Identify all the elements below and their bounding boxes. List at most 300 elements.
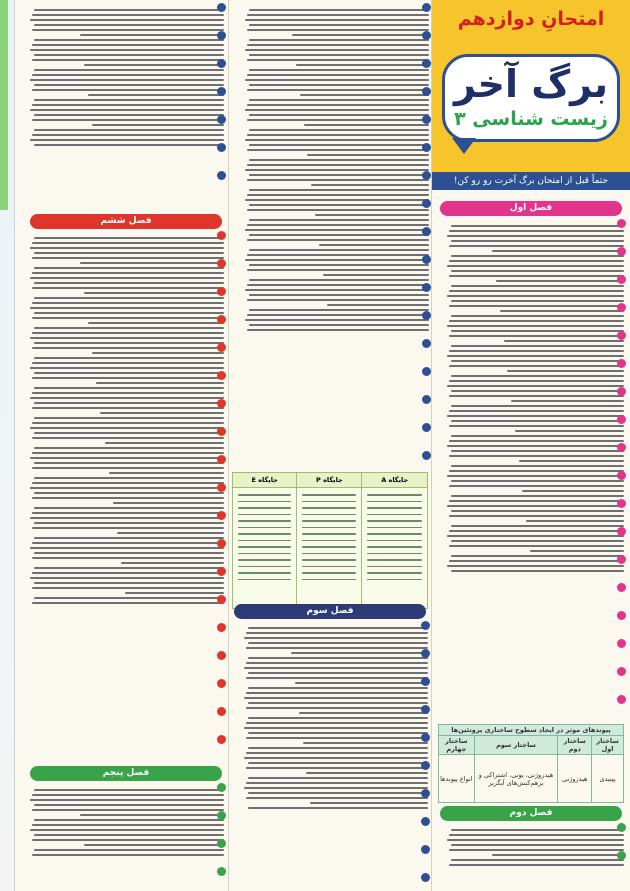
- text-line: [449, 260, 624, 262]
- text-line: [32, 89, 224, 91]
- text-line: [247, 44, 429, 46]
- bullet-number: [217, 567, 226, 576]
- text-line: [247, 29, 429, 31]
- text-line: [245, 319, 429, 321]
- text-line: [34, 447, 224, 449]
- text-line: [496, 280, 624, 282]
- text-line: [34, 54, 224, 56]
- table-header: جایگاه A: [362, 473, 428, 488]
- text-line: [449, 245, 624, 247]
- text-line: [30, 547, 224, 549]
- bullet-number: [617, 415, 626, 424]
- text-line: [302, 579, 356, 581]
- bullet-number: [421, 677, 430, 686]
- text-line: [249, 174, 429, 176]
- text-line: [32, 317, 224, 319]
- text-line: [247, 254, 429, 256]
- text-line: [311, 184, 429, 186]
- bullet-number: [422, 227, 431, 236]
- bullet-number: [617, 527, 626, 536]
- bullet-number: [422, 451, 431, 460]
- text-line: [249, 294, 429, 296]
- text-line: [451, 315, 624, 317]
- bullet-number: [421, 761, 430, 770]
- middle-text-top: [233, 6, 429, 462]
- section-1-text: [436, 222, 624, 712]
- bullet-number: [217, 87, 226, 96]
- text-line: [34, 804, 224, 806]
- text-line: [30, 457, 224, 459]
- text-line: [238, 520, 291, 522]
- bullet-number: [422, 255, 431, 264]
- text-line: [32, 452, 224, 454]
- table-header: ساختار اول: [592, 736, 624, 755]
- text-line: [248, 807, 428, 809]
- text-line: [367, 546, 422, 548]
- bullet-number: [422, 311, 431, 320]
- bullet-number: [422, 199, 431, 208]
- text-line: [323, 274, 429, 276]
- text-line: [449, 470, 624, 472]
- text-line: [302, 566, 356, 568]
- bullet-number: [217, 511, 226, 520]
- section-5-header: فصل پنجم: [30, 766, 222, 781]
- bullet-number: [421, 817, 430, 826]
- text-line: [249, 69, 429, 71]
- text-line: [451, 360, 624, 362]
- bullet-number: [422, 283, 431, 292]
- text-line: [449, 275, 624, 277]
- bullet-number: [217, 455, 226, 464]
- text-line: [238, 553, 291, 555]
- text-line: [30, 367, 224, 369]
- text-line: [449, 230, 624, 232]
- text-line: [447, 325, 624, 327]
- text-line: [302, 540, 356, 542]
- text-line: [244, 637, 428, 639]
- text-line: [247, 89, 429, 91]
- text-line: [447, 415, 624, 417]
- ribosome-sites-table: [232, 472, 428, 609]
- text-line: [246, 752, 428, 754]
- text-line: [34, 567, 224, 569]
- text-line: [302, 494, 356, 496]
- text-line: [245, 139, 429, 141]
- text-line: [247, 74, 429, 76]
- text-line: [34, 849, 224, 851]
- text-line: [245, 109, 429, 111]
- text-line: [34, 39, 224, 41]
- text-line: [32, 119, 224, 121]
- text-line: [34, 417, 224, 419]
- text-line: [246, 662, 428, 664]
- text-line: [30, 487, 224, 489]
- text-line: [32, 824, 224, 826]
- bullet-number: [217, 811, 226, 820]
- table-cell: پپتیدی: [592, 755, 624, 803]
- text-line: [249, 84, 429, 86]
- text-line: [245, 19, 429, 21]
- text-line: [449, 500, 624, 502]
- text-line: [34, 237, 224, 239]
- text-line: [238, 540, 291, 542]
- text-line: [244, 757, 428, 759]
- text-line: [34, 537, 224, 539]
- text-line: [34, 819, 224, 821]
- text-line: [32, 407, 224, 409]
- text-line: [246, 647, 428, 649]
- text-line: [248, 657, 428, 659]
- table-cell: انواع پیوندها: [439, 755, 475, 803]
- text-line: [449, 485, 624, 487]
- bullet-number: [617, 555, 626, 564]
- text-line: [451, 225, 624, 227]
- section-5-text: [18, 786, 224, 888]
- text-line: [367, 533, 422, 535]
- text-line: [526, 520, 624, 522]
- bullet-number: [217, 867, 226, 876]
- text-line: [32, 527, 224, 529]
- text-line: [515, 430, 624, 432]
- text-line: [449, 545, 624, 547]
- bullet-number: [617, 611, 626, 620]
- bullet-number: [217, 143, 226, 152]
- text-line: [238, 566, 291, 568]
- text-line: [30, 139, 224, 141]
- text-line: [249, 324, 429, 326]
- text-line: [84, 844, 224, 846]
- text-line: [249, 24, 429, 26]
- text-line: [34, 252, 224, 254]
- text-line: [449, 834, 624, 836]
- text-line: [451, 240, 624, 242]
- left-text-top: [18, 6, 224, 206]
- text-line: [367, 572, 422, 574]
- text-line: [34, 144, 224, 146]
- text-line: [244, 667, 428, 669]
- section-2-text: [436, 826, 624, 888]
- bullet-number: [217, 343, 226, 352]
- text-line: [248, 762, 428, 764]
- text-line: [291, 652, 428, 654]
- text-line: [109, 472, 224, 474]
- bullet-number: [617, 275, 626, 284]
- text-line: [32, 497, 224, 499]
- bullet-number: [617, 303, 626, 312]
- text-line: [451, 405, 624, 407]
- text-line: [238, 533, 291, 535]
- text-line: [32, 104, 224, 106]
- text-line: [245, 259, 429, 261]
- text-line: [300, 94, 429, 96]
- bullet-number: [421, 621, 430, 630]
- bullet-number: [217, 59, 226, 68]
- bullet-number: [217, 623, 226, 632]
- text-line: [247, 269, 429, 271]
- text-line: [32, 482, 224, 484]
- text-line: [451, 510, 624, 512]
- section-3-header: فصل سوم: [234, 604, 426, 619]
- text-line: [34, 597, 224, 599]
- main-title: برگ آخر: [453, 62, 609, 106]
- text-line: [32, 14, 224, 16]
- bullet-number: [617, 219, 626, 228]
- text-line: [248, 747, 428, 749]
- bullet-number: [217, 839, 226, 848]
- text-line: [30, 799, 224, 801]
- text-line: [449, 410, 624, 412]
- text-line: [451, 525, 624, 527]
- text-line: [248, 627, 428, 629]
- text-line: [367, 566, 422, 568]
- text-line: [449, 440, 624, 442]
- bullet-number: [617, 667, 626, 676]
- bullet-number: [617, 851, 626, 860]
- text-line: [451, 480, 624, 482]
- section-2-header: فصل دوم: [440, 806, 622, 821]
- text-line: [500, 310, 624, 312]
- text-line: [238, 546, 291, 548]
- text-line: [451, 450, 624, 452]
- text-line: [519, 460, 624, 462]
- text-line: [245, 289, 429, 291]
- text-line: [34, 84, 224, 86]
- text-line: [319, 244, 429, 246]
- text-line: [246, 677, 428, 679]
- text-line: [447, 475, 624, 477]
- text-line: [451, 375, 624, 377]
- text-line: [302, 572, 356, 574]
- bullet-number: [617, 639, 626, 648]
- text-line: [245, 49, 429, 51]
- text-line: [249, 204, 429, 206]
- bullet-number: [617, 331, 626, 340]
- text-line: [302, 501, 356, 503]
- text-line: [449, 849, 624, 851]
- bullet-number: [421, 649, 430, 658]
- bullet-number: [617, 823, 626, 832]
- bullet-number: [217, 483, 226, 492]
- table-cell: [297, 488, 362, 609]
- bullet-number: [422, 3, 431, 12]
- text-line: [447, 535, 624, 537]
- section-1-header: فصل اول: [440, 201, 622, 216]
- text-line: [32, 362, 224, 364]
- table-cell: [362, 488, 428, 609]
- text-line: [447, 565, 624, 567]
- text-line: [34, 402, 224, 404]
- bullet-number: [421, 705, 430, 714]
- text-line: [247, 194, 429, 196]
- bullet-number: [217, 783, 226, 792]
- text-line: [246, 722, 428, 724]
- text-line: [504, 340, 624, 342]
- text-line: [248, 732, 428, 734]
- text-line: [32, 242, 224, 244]
- page-edge: [0, 0, 15, 891]
- text-line: [492, 854, 624, 856]
- table-cell: هیدروژنی، یونی، اشتراکی و برهم‌کنش‌های آبگریز: [474, 755, 558, 803]
- text-line: [30, 337, 224, 339]
- text-line: [507, 370, 624, 372]
- text-line: [34, 69, 224, 71]
- text-line: [449, 395, 624, 397]
- text-line: [367, 540, 422, 542]
- table-cell: هیدروژنی: [558, 755, 592, 803]
- text-line: [121, 562, 224, 564]
- bullet-number: [217, 31, 226, 40]
- bullet-number: [422, 171, 431, 180]
- text-line: [302, 527, 356, 529]
- text-line: [30, 427, 224, 429]
- text-line: [30, 577, 224, 579]
- text-line: [367, 527, 422, 529]
- text-line: [32, 74, 224, 76]
- text-line: [34, 342, 224, 344]
- text-line: [30, 79, 224, 81]
- text-line: [34, 327, 224, 329]
- text-line: [80, 814, 224, 816]
- table-header: ساختار دوم: [558, 736, 592, 755]
- right-column: [432, 0, 630, 891]
- text-line: [451, 390, 624, 392]
- text-line: [244, 787, 428, 789]
- bullet-number: [422, 367, 431, 376]
- text-line: [449, 365, 624, 367]
- text-line: [84, 292, 224, 294]
- bullet-number: [617, 471, 626, 480]
- text-line: [451, 435, 624, 437]
- text-line: [302, 553, 356, 555]
- text-line: [32, 794, 224, 796]
- edge-color-strip: [0, 0, 8, 210]
- text-line: [30, 829, 224, 831]
- bullet-number: [217, 287, 226, 296]
- text-line: [32, 332, 224, 334]
- bullet-number: [617, 695, 626, 704]
- bullet-number: [217, 651, 226, 660]
- bullet-number: [421, 845, 430, 854]
- bullet-number: [217, 679, 226, 688]
- text-line: [246, 782, 428, 784]
- text-line: [238, 572, 291, 574]
- text-line: [451, 255, 624, 257]
- table-header: جایگاه P: [297, 473, 362, 488]
- text-line: [449, 560, 624, 562]
- bullet-number: [422, 423, 431, 432]
- text-line: [113, 502, 224, 504]
- text-line: [249, 114, 429, 116]
- text-line: [32, 437, 224, 439]
- text-line: [248, 792, 428, 794]
- text-line: [249, 54, 429, 56]
- bullet-number: [617, 247, 626, 256]
- text-line: [34, 387, 224, 389]
- text-line: [449, 305, 624, 307]
- text-line: [88, 94, 224, 96]
- text-line: [238, 501, 291, 503]
- exam-label: امتحانِ دوازدهم: [457, 8, 605, 30]
- text-line: [449, 320, 624, 322]
- text-line: [451, 829, 624, 831]
- bullet-number: [217, 3, 226, 12]
- text-line: [447, 445, 624, 447]
- text-line: [248, 702, 428, 704]
- text-line: [451, 300, 624, 302]
- text-line: [80, 262, 224, 264]
- text-line: [34, 432, 224, 434]
- text-line: [32, 839, 224, 841]
- text-line: [30, 277, 224, 279]
- text-line: [310, 802, 428, 804]
- text-line: [367, 514, 422, 516]
- text-line: [246, 767, 428, 769]
- text-line: [249, 189, 429, 191]
- text-line: [246, 797, 428, 799]
- bullet-number: [422, 31, 431, 40]
- text-line: [295, 682, 428, 684]
- text-line: [522, 490, 624, 492]
- text-line: [34, 552, 224, 554]
- text-line: [34, 267, 224, 269]
- text-line: [245, 169, 429, 171]
- text-line: [249, 219, 429, 221]
- bullet-number: [217, 259, 226, 268]
- text-line: [32, 302, 224, 304]
- text-line: [447, 385, 624, 387]
- bullet-number: [217, 231, 226, 240]
- text-line: [34, 9, 224, 11]
- section-3-text: [232, 624, 428, 888]
- text-line: [249, 9, 429, 11]
- bullet-number: [617, 583, 626, 592]
- text-line: [32, 392, 224, 394]
- text-line: [32, 272, 224, 274]
- text-line: [105, 442, 224, 444]
- text-line: [32, 587, 224, 589]
- text-line: [238, 494, 291, 496]
- text-line: [451, 844, 624, 846]
- text-line: [32, 512, 224, 514]
- text-line: [34, 114, 224, 116]
- bullet-number: [217, 735, 226, 744]
- bullet-number: [217, 595, 226, 604]
- text-line: [32, 809, 224, 811]
- text-line: [245, 79, 429, 81]
- text-line: [80, 34, 224, 36]
- text-line: [246, 707, 428, 709]
- text-line: [327, 304, 429, 306]
- text-line: [32, 134, 224, 136]
- table-cell: [233, 488, 297, 609]
- text-line: [34, 372, 224, 374]
- text-line: [246, 632, 428, 634]
- bullet-number: [617, 387, 626, 396]
- text-line: [34, 834, 224, 836]
- text-line: [247, 164, 429, 166]
- text-line: [92, 124, 224, 126]
- text-line: [34, 789, 224, 791]
- text-line: [307, 154, 429, 156]
- text-line: [249, 249, 429, 251]
- text-line: [248, 777, 428, 779]
- text-line: [449, 350, 624, 352]
- text-line: [492, 250, 624, 252]
- text-line: [32, 29, 224, 31]
- text-line: [238, 579, 291, 581]
- text-line: [451, 465, 624, 467]
- text-line: [246, 692, 428, 694]
